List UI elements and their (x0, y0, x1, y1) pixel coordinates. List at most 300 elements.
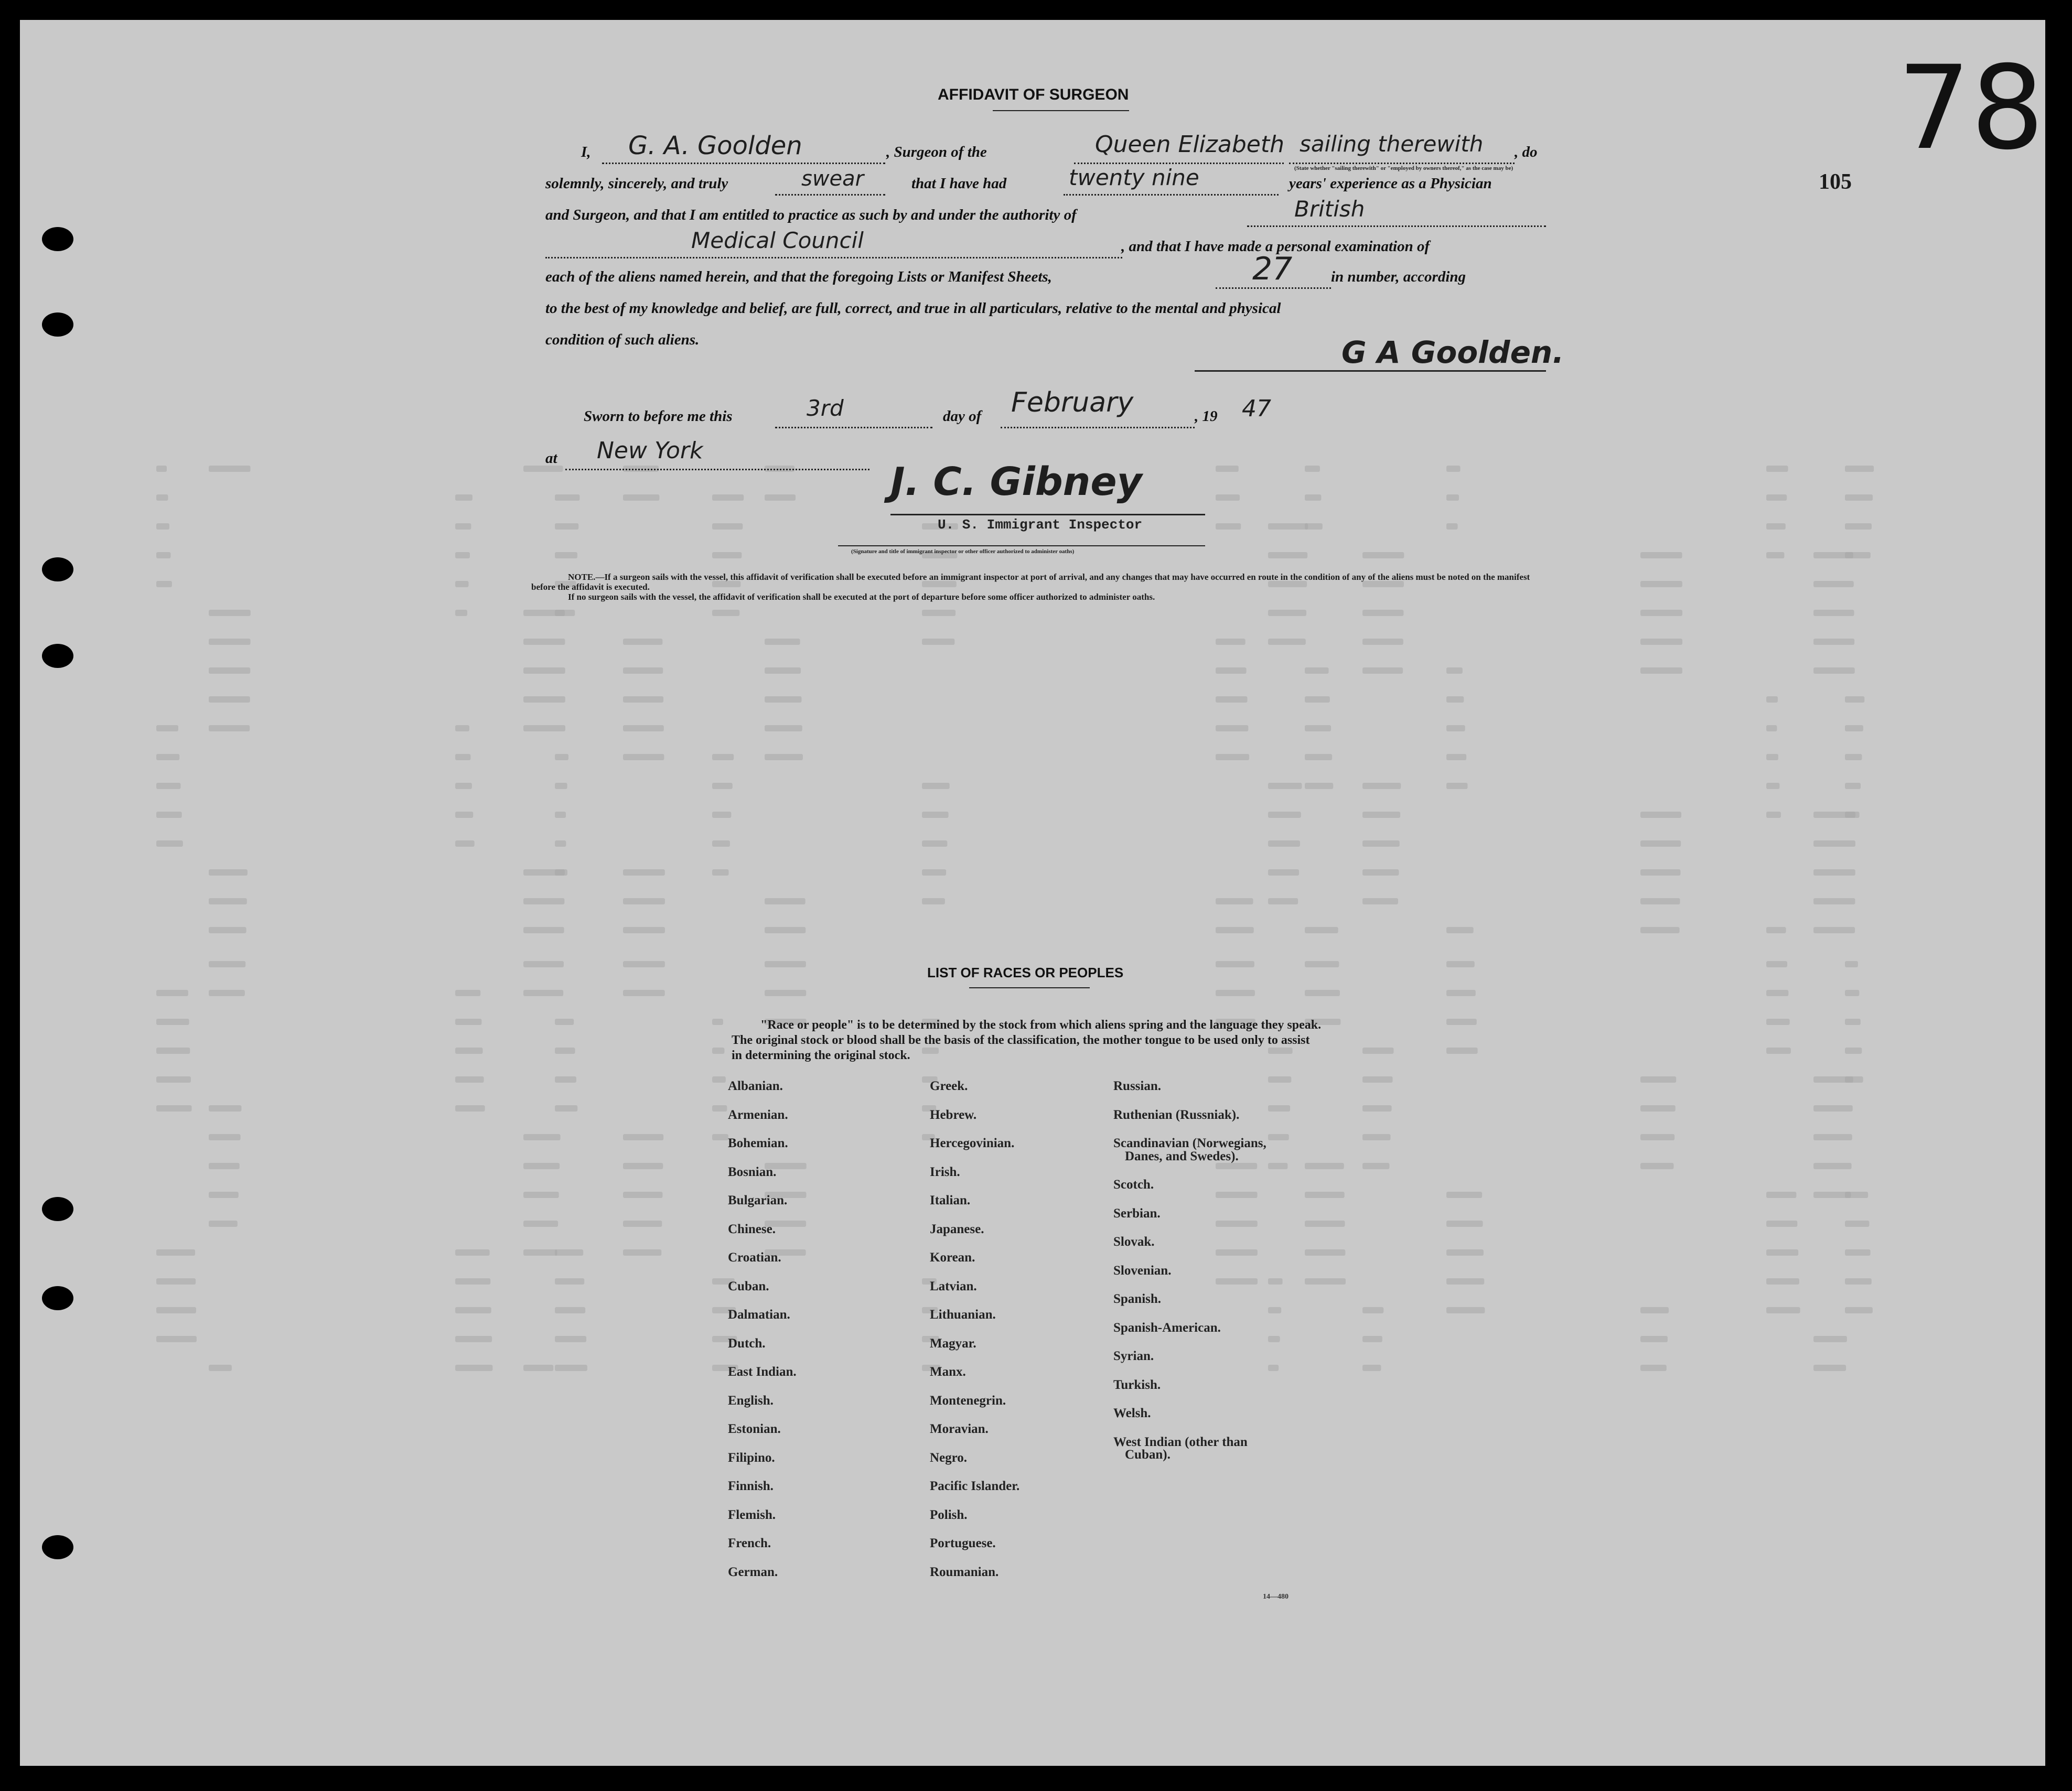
race-item: Lithuanian. (930, 1308, 996, 1322)
text-condition: condition of such aliens. (545, 331, 700, 348)
bleed-mark (1813, 1105, 1853, 1112)
bleed-mark (523, 696, 565, 703)
bleed-mark (209, 898, 247, 904)
bleed-mark (1216, 494, 1240, 501)
bleed-mark (523, 927, 564, 933)
race-item: Scandinavian (Norwegians, (1113, 1136, 1266, 1150)
bleed-mark (455, 725, 469, 731)
bleed-mark (1362, 610, 1403, 616)
text-each: each of the aliens named herein, and that the foregoing Lists or Manifest Sheets, (545, 268, 1052, 285)
oath: swear (801, 167, 864, 191)
bleed-mark (1268, 1105, 1290, 1112)
bleed-mark (455, 754, 470, 760)
inspector-title-line (838, 545, 1205, 546)
text-dayof: day of (943, 408, 982, 425)
affidavit-title: AFFIDAVIT OF SURGEON (938, 86, 1129, 103)
bleed-mark (156, 581, 172, 587)
bleed-mark (523, 725, 565, 731)
bleed-mark (712, 783, 733, 789)
ship-name: Queen Elizabeth (1095, 131, 1284, 158)
bleed-mark (1216, 466, 1239, 472)
bleed-mark (1766, 990, 1788, 996)
bleed-mark (209, 1192, 239, 1198)
bleed-mark (523, 1221, 558, 1227)
sworn-day: 3rd (807, 395, 844, 421)
bleed-mark (455, 1019, 481, 1025)
bleed-mark (712, 840, 730, 847)
bleed-mark (712, 494, 744, 501)
sheets: 27 (1252, 251, 1293, 287)
note-text-1: —If a surgeon sails with the vessel, this affidavit of verification shall be executed before an immigrant inspector at port of arrival, and any changes that may have occurred en route in the condition of any of the aliens must be noted on the manifest before the affidavit is executed. (531, 572, 1530, 592)
bleed-mark (555, 783, 567, 789)
bleed-mark (712, 523, 743, 530)
bleed-mark (1362, 552, 1404, 558)
race-item: Dutch. (728, 1336, 766, 1351)
bleed-mark (712, 869, 729, 876)
bleed-mark (555, 1076, 576, 1083)
bleed-mark (1305, 754, 1332, 760)
bleed-mark (1813, 667, 1855, 674)
bleed-mark (1268, 869, 1299, 876)
bleed-mark (156, 494, 168, 501)
bleed-mark (1305, 725, 1331, 731)
bleed-mark (555, 552, 577, 558)
bleed-mark (455, 523, 471, 530)
race-item: English. (728, 1393, 774, 1408)
bleed-mark (455, 1336, 492, 1342)
bleed-mark (1268, 840, 1300, 847)
surgeon-signature: G A Goolden. (1341, 335, 1564, 370)
inspector-signature: J. C. Gibney (890, 459, 1142, 504)
race-item: Chinese. (728, 1222, 776, 1236)
bleed-mark (765, 696, 801, 703)
race-item: Syrian. (1113, 1349, 1154, 1364)
bleed-mark (1813, 1163, 1852, 1169)
bleed-mark (1640, 667, 1682, 674)
bleed-mark (623, 990, 665, 996)
bleed-mark (1766, 523, 1786, 530)
bleed-mark (1305, 927, 1338, 933)
bleed-mark (1305, 1249, 1345, 1256)
bleed-mark (1268, 552, 1307, 558)
bleed-mark (523, 1365, 553, 1371)
note-label: NOTE. (568, 572, 596, 582)
bleed-mark (1216, 961, 1254, 967)
bleed-mark (156, 1307, 196, 1313)
bleed-mark (1766, 783, 1779, 789)
bleed-mark (1446, 1048, 1478, 1054)
race-item: Spanish. (1113, 1292, 1162, 1307)
bleed-mark (1640, 581, 1682, 587)
bleed-mark (1766, 812, 1781, 818)
surgeon-name: G. A. Goolden (628, 131, 802, 160)
text-authority: and Surgeon, and that I am entitled to practice as such by and under the authority of (545, 207, 1077, 223)
bleed-mark (1216, 990, 1255, 996)
race-item: Moravian. (930, 1422, 989, 1436)
bleed-mark (623, 869, 665, 876)
bleed-mark (455, 610, 467, 616)
bleed-mark (1362, 869, 1399, 876)
bleed-mark (523, 639, 565, 645)
bleed-mark (455, 1249, 490, 1256)
bleed-mark (209, 639, 251, 645)
sworn-month: February (1011, 387, 1134, 418)
race-item: Montenegrin. (930, 1393, 1006, 1408)
bleed-mark (555, 754, 568, 760)
bleed-mark (555, 1278, 584, 1285)
bleed-mark (1216, 1192, 1258, 1198)
bleed-mark (156, 840, 183, 847)
bleed-mark (156, 812, 182, 818)
race-item: Magyar. (930, 1336, 976, 1351)
race-item: Scotch. (1113, 1178, 1154, 1192)
race-item: Greek. (930, 1079, 968, 1093)
bleed-mark (1362, 639, 1403, 645)
race-item: Turkish. (1113, 1377, 1161, 1392)
bleed-mark (1446, 523, 1458, 530)
bleed-mark (523, 1249, 557, 1256)
race-item: Welsh. (1113, 1406, 1151, 1421)
bleed-mark (555, 610, 575, 616)
bleed-mark (1640, 552, 1682, 558)
bleed-mark (555, 523, 578, 530)
bleed-mark (765, 961, 806, 967)
text-at: at (545, 450, 557, 467)
bleed-mark (1216, 1278, 1258, 1285)
bleed-mark (623, 1249, 661, 1256)
race-item: Flemish. (728, 1507, 776, 1522)
bleed-mark (156, 1278, 196, 1285)
bleed-mark (922, 812, 949, 818)
bleed-mark (555, 812, 566, 818)
bleed-mark (623, 898, 665, 904)
document-page (20, 20, 2045, 1766)
bleed-mark (922, 840, 947, 847)
bleed-mark (455, 1307, 491, 1313)
text-best: to the best of my knowledge and belief, are full, correct, and true in all particulars, relative to the mental and physical (545, 300, 1281, 317)
bleed-mark (1845, 961, 1858, 967)
bleed-mark (1640, 610, 1682, 616)
bleed-mark (1305, 466, 1320, 472)
bleed-mark (1268, 1278, 1283, 1285)
note-paragraph-1 (531, 572, 1554, 592)
bleed-mark (1845, 696, 1864, 703)
bleed-mark (765, 667, 801, 674)
bleed-mark (623, 1134, 663, 1140)
bleed-mark (1446, 1278, 1484, 1285)
bleed-mark (1766, 466, 1788, 472)
bleed-mark (1446, 696, 1464, 703)
bleed-mark (1766, 1278, 1799, 1285)
race-item: Finnish. (728, 1479, 774, 1493)
bleed-mark (1766, 1221, 1797, 1227)
bleed-mark (1362, 1105, 1392, 1112)
bleed-mark (555, 494, 579, 501)
bleed-mark (765, 898, 806, 904)
bleed-mark (1305, 961, 1339, 967)
bleed-mark (712, 552, 742, 558)
bleed-mark (209, 667, 250, 674)
bleed-mark (156, 725, 178, 731)
signature-line (1195, 370, 1546, 372)
day-line (775, 427, 932, 428)
race-item: Manx. (930, 1365, 966, 1379)
bleed-mark (1845, 990, 1859, 996)
bleed-mark (209, 990, 245, 996)
race-item: Pacific Islander. (930, 1479, 1020, 1493)
bleed-mark (1268, 1163, 1287, 1169)
bleed-mark (1813, 869, 1855, 876)
bleed-mark (1845, 1019, 1861, 1025)
bleed-mark (1216, 898, 1253, 904)
bleed-mark (712, 812, 731, 818)
bleed-mark (555, 869, 567, 876)
bleed-mark (1268, 1134, 1289, 1140)
bleed-mark (712, 1105, 727, 1112)
race-item: Portuguese. (930, 1536, 996, 1550)
race-item: Polish. (930, 1507, 968, 1522)
bleed-mark (156, 1076, 191, 1083)
bleed-mark (1362, 1134, 1391, 1140)
race-item: Hercegovinian. (930, 1136, 1015, 1150)
bleed-mark (156, 1019, 189, 1025)
bleed-mark (1766, 754, 1778, 760)
bleed-mark (623, 1221, 662, 1227)
bleed-mark (156, 754, 179, 760)
authority-line-1 (1247, 225, 1546, 227)
bleed-mark (156, 1048, 190, 1054)
bleed-mark (1216, 1163, 1257, 1169)
bleed-mark (1216, 667, 1247, 674)
bleed-mark (209, 1163, 240, 1169)
text-do: , do (1515, 144, 1538, 160)
bleed-mark (1845, 1076, 1863, 1083)
bleed-mark (765, 494, 796, 501)
bleed-mark (455, 1076, 484, 1083)
bleed-mark (1268, 523, 1308, 530)
bleed-mark (1362, 898, 1398, 904)
bleed-mark (1640, 869, 1680, 876)
page-number: 105 (1819, 170, 1852, 194)
bleed-mark (1362, 1365, 1381, 1371)
bleed-mark (1268, 1336, 1280, 1342)
bleed-mark (523, 667, 565, 674)
bleed-mark (209, 610, 251, 616)
bleed-mark (156, 1336, 197, 1342)
bleed-mark (455, 1278, 490, 1285)
bleed-mark (623, 667, 663, 674)
race-item: Ruthenian (Russniak). (1113, 1107, 1240, 1122)
bleed-mark (765, 927, 806, 933)
inspector-note: (Signature and title of immigrant inspector or other officer authorized to administer oaths) (851, 548, 1075, 555)
bleed-mark (1305, 494, 1321, 501)
bleed-mark (1446, 466, 1461, 472)
bleed-mark (1766, 1192, 1796, 1198)
bleed-mark (1640, 812, 1681, 818)
bleed-mark (1766, 1249, 1798, 1256)
bleed-mark (156, 466, 167, 472)
bleed-mark (523, 990, 563, 996)
bleed-mark (1446, 1221, 1483, 1227)
bleed-mark (623, 494, 659, 501)
bleed-mark (555, 1336, 586, 1342)
races-title: LIST OF RACES OR PEOPLES (927, 965, 1124, 980)
years: twenty nine (1069, 165, 1199, 190)
place-line (565, 469, 869, 470)
bleed-mark (1216, 1249, 1258, 1256)
bleed-mark (455, 1048, 483, 1054)
bleed-mark (1845, 783, 1861, 789)
bleed-mark (1766, 696, 1778, 703)
bleed-mark (1268, 1365, 1279, 1371)
bleed-mark (156, 990, 188, 996)
race-item: Filipino. (728, 1450, 775, 1465)
bleed-mark (1446, 783, 1467, 789)
bleed-mark (1268, 898, 1298, 904)
bleed-mark (1813, 1336, 1847, 1342)
bleed-mark (1766, 725, 1777, 731)
race-item: German. (728, 1565, 778, 1579)
title-rule (993, 110, 1129, 111)
race-item: Slovak. (1113, 1235, 1155, 1249)
bleed-mark (209, 869, 248, 876)
bleed-mark (712, 1048, 724, 1054)
bleed-mark (1845, 494, 1873, 501)
bleed-mark (1640, 1365, 1667, 1371)
bleed-mark (765, 639, 800, 645)
races-title-rule (969, 987, 1090, 988)
bleed-mark (1216, 696, 1247, 703)
bleed-mark (765, 725, 802, 731)
text-surgeon-of: , Surgeon of the (886, 144, 987, 160)
bleed-mark (455, 812, 473, 818)
bleed-mark (455, 783, 472, 789)
bleed-mark (623, 961, 665, 967)
form-number: 14—480 (1263, 1593, 1289, 1601)
bleed-mark (1362, 1163, 1389, 1169)
bleed-mark (555, 1307, 585, 1313)
bleed-mark (1216, 639, 1246, 645)
bleed-mark (1766, 1019, 1790, 1025)
bleed-mark (1845, 1221, 1869, 1227)
bleed-mark (1640, 898, 1680, 904)
bleed-mark (1813, 1365, 1846, 1371)
race-item: Latvian. (930, 1279, 977, 1293)
race-item: Japanese. (930, 1222, 984, 1236)
bleed-mark (1446, 494, 1459, 501)
bleed-mark (1362, 840, 1400, 847)
affidavit-note (531, 572, 1554, 602)
bleed-mark (712, 610, 739, 616)
bleed-mark (1813, 840, 1855, 847)
bleed-mark (1845, 725, 1863, 731)
bleed-mark (1640, 639, 1682, 645)
bleed-mark (1362, 1336, 1382, 1342)
race-item: Albanian. (728, 1079, 783, 1093)
authority-2: Medical Council (691, 228, 864, 253)
bleed-mark (1362, 812, 1400, 818)
bleed-mark (1305, 1221, 1345, 1227)
years-line (1064, 194, 1279, 196)
ship-line (1074, 163, 1284, 164)
sworn-year: 47 (1242, 395, 1271, 422)
folio-number: 78 (1897, 41, 2044, 175)
bleed-mark (1305, 1163, 1344, 1169)
bleed-mark (1216, 725, 1248, 731)
bleed-mark (1813, 610, 1854, 616)
race-item: Hebrew. (930, 1107, 977, 1122)
bleed-mark (922, 898, 945, 904)
bleed-mark (1766, 1048, 1791, 1054)
bleed-mark (209, 466, 250, 472)
bleed-mark (623, 696, 663, 703)
bleed-mark (1845, 1307, 1873, 1313)
bleed-mark (1640, 1336, 1668, 1342)
bleed-mark (1813, 581, 1854, 587)
bleed-mark (455, 581, 469, 587)
bleed-mark (1268, 1307, 1281, 1313)
bleed-mark (1305, 1278, 1346, 1285)
bleed-mark (523, 1163, 560, 1169)
bleed-mark (523, 1192, 559, 1198)
bleed-mark (712, 1019, 723, 1025)
authority-1: British (1294, 196, 1365, 222)
bleed-mark (209, 725, 250, 731)
bleed-mark (1446, 1019, 1477, 1025)
bleed-mark (1216, 754, 1249, 760)
bleed-mark (1362, 1048, 1393, 1054)
race-item: Estonian. (728, 1422, 781, 1436)
bleed-mark (555, 1365, 587, 1371)
bleed-mark (209, 961, 245, 967)
race-item: East Indian. (728, 1365, 797, 1379)
capacity-note: (State whether "sailing therewith" or "employed by owners thereof," as the case may be) (1294, 165, 1513, 171)
bleed-mark (1268, 639, 1306, 645)
capacity: sailing therewith (1300, 131, 1484, 157)
bleed-mark (623, 725, 664, 731)
race-item: Korean. (930, 1250, 975, 1265)
bleed-mark (1640, 927, 1680, 933)
bleed-mark (765, 990, 806, 996)
bleed-mark (1640, 1105, 1676, 1112)
race-item: Negro. (930, 1450, 968, 1465)
bleed-mark (555, 1048, 575, 1054)
race-item: Bohemian. (728, 1136, 788, 1150)
race-item: Cuban. (728, 1279, 769, 1293)
race-item: Spanish-American. (1113, 1320, 1221, 1335)
bleed-mark (1845, 1249, 1871, 1256)
bleed-mark (555, 1105, 577, 1112)
text-sworn: Sworn to before me this (584, 408, 733, 425)
inspector-title: U. S. Immigrant Inspector (938, 517, 1143, 533)
bleed-mark (1362, 1307, 1383, 1313)
bleed-mark (156, 523, 169, 530)
bleed-mark (1766, 961, 1787, 967)
bleed-mark (209, 1365, 232, 1371)
bleed-mark (1305, 783, 1333, 789)
bleed-mark (1845, 1278, 1872, 1285)
bleed-mark (1268, 783, 1302, 789)
race-item: Serbian. (1113, 1206, 1161, 1221)
race-item: Danes, and Swedes). (1125, 1149, 1239, 1163)
race-item: Italian. (930, 1193, 971, 1207)
bleed-mark (555, 1249, 583, 1256)
sheets-line (1216, 287, 1331, 289)
bleed-mark (1216, 1221, 1258, 1227)
bleed-mark (1446, 667, 1463, 674)
month-line (1001, 427, 1195, 428)
bleed-mark (1813, 898, 1855, 904)
